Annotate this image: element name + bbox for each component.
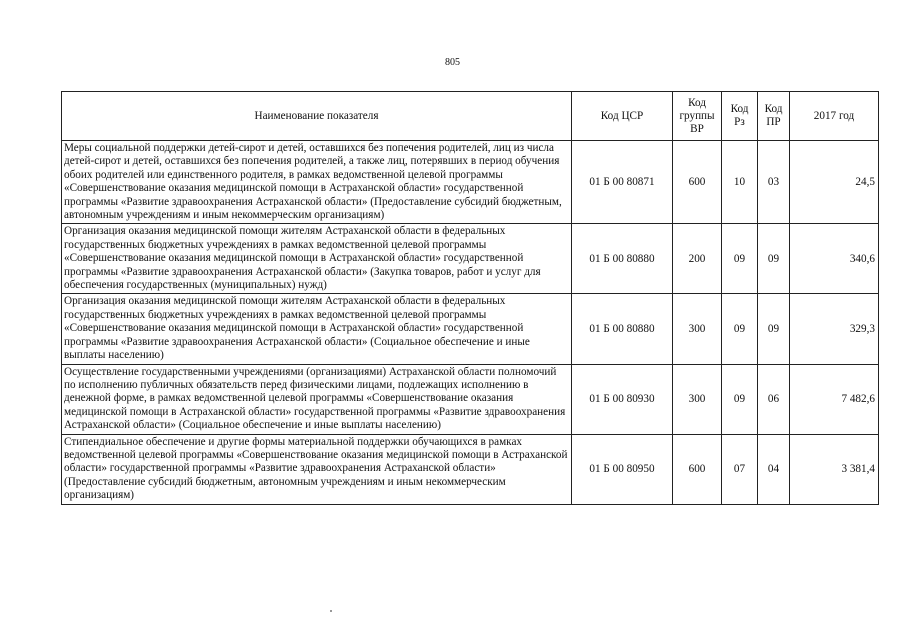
row-rz: 09 [722,364,758,434]
header-year: 2017 год [790,92,879,141]
row-amount: 3 381,4 [790,434,879,504]
row-amount: 24,5 [790,141,879,224]
row-vr: 300 [673,364,722,434]
row-rz: 09 [722,224,758,294]
table-row [62,434,879,504]
table-header-row [62,92,879,141]
row-csr: 01 Б 00 80871 [572,141,673,224]
row-vr: 300 [673,294,722,364]
scan-speck [330,610,332,612]
header-name: Наименование показателя [62,92,572,141]
row-vr: 200 [673,224,722,294]
row-amount: 329,3 [790,294,879,364]
row-rz: 10 [722,141,758,224]
row-vr: 600 [673,434,722,504]
header-vr: Код группы ВР [673,92,722,141]
row-name: Стипендиальное обеспечение и другие формы материальной поддержки обучающихся в рамках ведомственной целевой программы «Совершенствование оказания медицинской помощи в Астраханской области» государственной программы «Развитие здравоохранения Астраханской области» (Предоставление субсидий бюджетным, автономным учреждениям и иным некоммерческим организациям) [62,434,572,504]
row-csr: 01 Б 00 80880 [572,294,673,364]
row-pr: 03 [758,141,790,224]
table-row [62,294,879,364]
row-name: Организация оказания медицинской помощи жителям Астраханской области в федеральных государственных бюджетных учреждениях в рамках ведомственной целевой программы «Совершенствование оказания медицинской помощи в Астраханской области» государственной программы «Развитие здравоохранения Астраханской области» (Социальное обеспечение и иные выплаты населению) [62,294,572,364]
row-rz: 07 [722,434,758,504]
header-csr: Код ЦСР [572,92,673,141]
page-number: 805 [445,57,460,68]
header-rz: Код Рз [722,92,758,141]
row-pr: 09 [758,294,790,364]
table-row [62,141,879,224]
row-rz: 09 [722,294,758,364]
row-amount: 7 482,6 [790,364,879,434]
budget-table [61,91,879,505]
row-csr: 01 Б 00 80930 [572,364,673,434]
row-name: Организация оказания медицинской помощи жителям Астраханской области в федеральных государственных бюджетных учреждениях в рамках ведомственной целевой программы «Совершенствование оказания медицинской помощи в Астраханской области» государственной программы «Развитие здравоохранения Астраханской области» (Закупка товаров, работ и услуг для обеспечения государственных (муниципальных) нужд) [62,224,572,294]
row-pr: 09 [758,224,790,294]
row-name: Осуществление государственными учреждениями (организациями) Астраханской области полномочий по исполнению публичных обязательств перед физическими лицами, подлежащих исполнению в денежной форме, в рамках ведомственной целевой программы «Совершенствование оказания медицинской помощи в Астраханской области» государственной программы «Развитие здравоохранения Астраханской области» (Социальное обеспечение и иные выплаты населению) [62,364,572,434]
row-pr: 06 [758,364,790,434]
row-amount: 340,6 [790,224,879,294]
table-row [62,364,879,434]
header-pr: Код ПР [758,92,790,141]
row-csr: 01 Б 00 80950 [572,434,673,504]
row-csr: 01 Б 00 80880 [572,224,673,294]
row-pr: 04 [758,434,790,504]
row-vr: 600 [673,141,722,224]
row-name: Меры социальной поддержки детей-сирот и детей, оставшихся без попечения родителей, лиц из числа детей-сирот и детей, оставшихся без попечения родителей, а также лиц, потерявших в период обучения обоих родителей или единственного родителя, в рамках ведомственной целевой программы «Совершенствование оказания медицинской помощи в Астраханской области» государственной программы «Развитие здравоохранения Астраханской области» (Предоставление субсидий бюджетным, автономным учреждениям и иным некоммерческим организациям) [62,141,572,224]
table-row [62,224,879,294]
